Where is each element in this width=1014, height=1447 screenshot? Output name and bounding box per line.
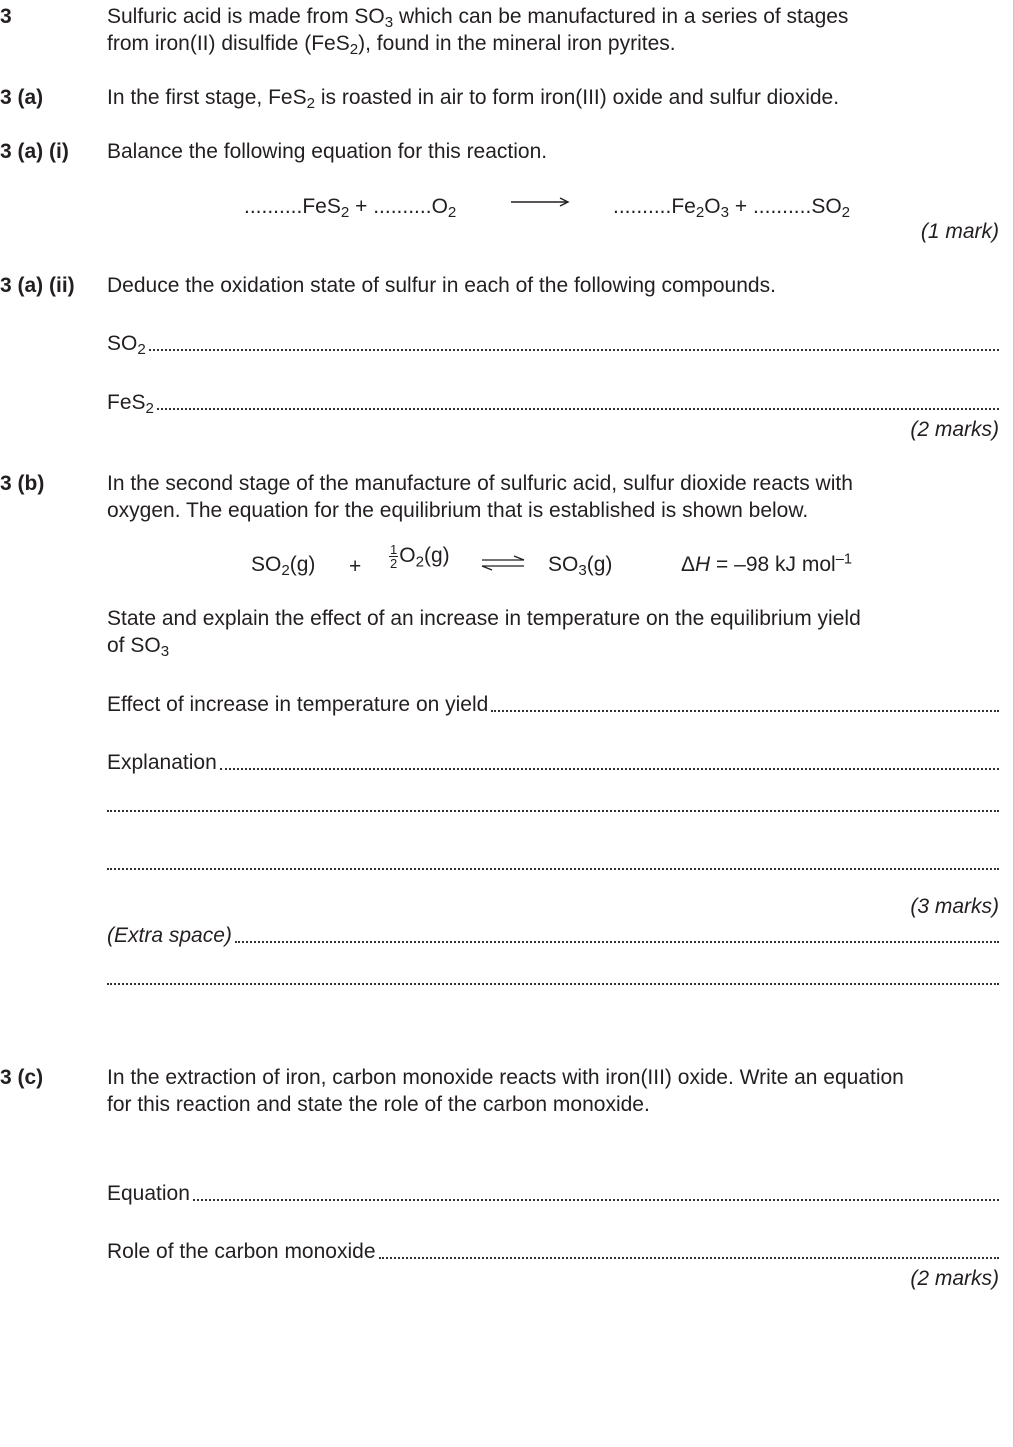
label-3a: 3 (a) <box>0 86 44 109</box>
answer-line-extra-space[interactable] <box>107 925 999 946</box>
intro-line-1: Sulfuric acid is made from $SO_3$ which can be manufactured in a series of stages <box>107 5 849 32</box>
answer-line-so2[interactable] <box>107 332 999 359</box>
fes2-label: FeS$_2$ <box>107 391 154 418</box>
text-3b-question-1: State and explain the effect of an increase in temperature on the equilibrium yield <box>107 607 861 630</box>
answer-line-effect[interactable] <box>107 694 999 715</box>
label-3c: 3 (c) <box>0 1066 44 1089</box>
answer-line-explanation[interactable] <box>107 752 999 773</box>
equilibrium-arrow-icon <box>480 553 526 573</box>
eq-so3: $SO_3(g)$ <box>548 553 613 580</box>
text-3aii: Deduce the oxidation state of sulfur in each of the following compounds. <box>107 274 776 297</box>
answer-line-extra-space-2[interactable] <box>107 983 999 988</box>
equation-label: Equation <box>107 1182 190 1205</box>
eq-half-o2: $\frac{1}{2}$ $O_2(g)$ <box>390 542 450 572</box>
answer-line-explanation-3[interactable] <box>107 868 999 873</box>
enthalpy-change: ΔH = –98 kJ mol$^{-1}$ <box>681 551 853 576</box>
answer-line-fes2[interactable] <box>107 391 999 418</box>
answer-line-equation[interactable] <box>107 1183 999 1204</box>
label-3b: 3 (b) <box>0 472 45 495</box>
label-3aii: 3 (a) (ii) <box>0 274 75 297</box>
text-3b-question-2: of $SO_3$ <box>107 634 170 661</box>
text-3ai: Balance the following equation for this reaction. <box>107 140 548 163</box>
marks-3aii: (2 marks) <box>910 418 999 441</box>
equation-products: $..........Fe_2O_3 + ..........SO_2$ <box>613 195 851 222</box>
fraction-half: $\frac{1}{2}$ <box>390 542 398 572</box>
marks-3b: (3 marks) <box>910 895 999 918</box>
eq-so2: $SO_2(g)$ <box>251 553 316 580</box>
answer-line-explanation-2[interactable] <box>107 810 999 815</box>
question-number: 3 <box>0 5 12 28</box>
so2-label: $SO_2$ <box>107 332 146 359</box>
text-3a: In the first stage, FeS$_2$ is roasted in air to form iron(III) oxide and sulfur dioxide. <box>107 86 840 113</box>
marks-3ai: (1 mark) <box>920 220 999 243</box>
answer-line-role[interactable] <box>107 1241 999 1262</box>
text-3c-line-2: for this reaction and state the role of the carbon monoxide. <box>107 1093 650 1116</box>
eq-plus: + <box>349 555 362 578</box>
text-3b-line-2: oxygen. The equation for the equilibrium that is established is shown below. <box>107 499 809 522</box>
equation-reactants: $..........FeS_2 + ..........O_2$ <box>244 195 457 222</box>
text-3b-line-1: In the second stage of the manufacture of sulfuric acid, sulfur dioxide reacts with <box>107 472 853 495</box>
extra-space-label: (Extra space) <box>107 924 232 947</box>
role-label: Role of the carbon monoxide <box>107 1240 376 1263</box>
text-3c-line-1: In the extraction of iron, carbon monoxide reacts with iron(III) oxide. Write an equation <box>107 1066 904 1089</box>
marks-3c: (2 marks) <box>910 1267 999 1290</box>
effect-label: Effect of increase in temperature on yield <box>107 693 489 716</box>
label-3ai: 3 (a) (i) <box>0 140 69 163</box>
intro-line-2: from iron(II) disulfide (FeS$_2$), found in the mineral iron pyrites. <box>107 32 676 59</box>
reaction-arrow-icon <box>510 196 570 210</box>
explanation-label: Explanation <box>107 751 217 774</box>
